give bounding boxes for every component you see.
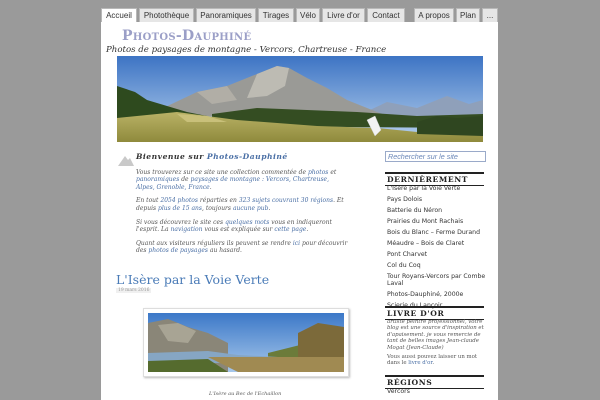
search-input[interactable]: Rechercher sur le site — [385, 151, 486, 162]
tab-velo[interactable]: Vélo — [296, 8, 320, 22]
intro-text: pour découvrir des — [136, 239, 348, 255]
intro-paragraph-4 — [136, 240, 348, 255]
mountain-icon — [118, 154, 134, 166]
intro-text: Vous trouverez sur ce site une collection commentée de — [136, 168, 307, 176]
intro-paragraph-2: En tout 2054 photos réparties en 323 sujets couvrant 30 régions. Et depuis plus de 15 ans, toujours aucune pub. — [136, 197, 344, 212]
intro-heading-link[interactable]: Photos-Dauphiné — [206, 152, 288, 161]
recent-posts-list — [387, 185, 486, 313]
intro-text: , toujours — [202, 204, 232, 212]
intro-text: En tout — [136, 197, 159, 205]
here-link[interactable]: ici — [292, 239, 301, 247]
years-link[interactable]: plus de 15 ans — [158, 204, 203, 212]
guestbook-invite-text: Vous aussi pouvez laisser un mot dans le — [387, 354, 478, 367]
intro-text: vous est expliquée sur — [204, 226, 273, 234]
post-caption: L'Isère au Bec de l'Echaillon — [209, 391, 282, 397]
photo-count-link[interactable]: 2054 photos — [160, 197, 198, 205]
subjects-link[interactable]: 323 sujets couvrant 30 régions — [238, 197, 334, 205]
intro-paragraph-1: Vous trouverez sur ce site une collection commentée de photos et panoramiques de paysages de montagne : Vercors, Chartreuse, Alpes, Grenoble, France. — [136, 168, 337, 191]
tab-contact[interactable]: Contact — [367, 8, 405, 22]
post-photo[interactable] — [143, 308, 349, 377]
recent-post-item[interactable]: Pont Charvet — [387, 250, 428, 258]
intro-text: réparties en — [199, 197, 237, 205]
intro-text: Si vous découvrez le site ces — [136, 218, 224, 226]
recent-post-item[interactable]: Scierie du Lançoir — [387, 302, 443, 310]
guestbook-invite: Vous aussi pouvez laisser un mot dans le livre d'or. — [387, 354, 478, 367]
main-nav — [101, 8, 498, 22]
tab-accueil[interactable]: Accueil — [101, 8, 137, 23]
regions-heading: RÉGIONS — [385, 375, 484, 389]
this-page-link[interactable]: cette page — [274, 226, 307, 234]
no-ads-link[interactable]: aucune pub — [232, 204, 269, 212]
intro-text: au hasard. — [209, 247, 242, 255]
tab-more[interactable]: ... — [482, 8, 498, 22]
intro-text: Quant aux visiteurs réguliers ils peuvent se rendre — [136, 239, 291, 247]
recent-post-item[interactable]: Tour Royans-Vercors par Combe Laval — [387, 272, 486, 288]
tab-phototheque[interactable]: Photothèque — [139, 8, 194, 22]
photos-link[interactable]: photos — [307, 168, 329, 176]
panoramiques-link[interactable]: panoramiques — [136, 176, 180, 184]
tab-tirages[interactable]: Tirages — [258, 8, 294, 22]
site-title[interactable]: Photos-Dauphiné — [122, 28, 252, 44]
header-banner-image — [117, 56, 483, 142]
intro-text: vous en indiqueront l'esprit. La — [136, 218, 332, 234]
tab-panoramiques[interactable]: Panoramiques — [196, 8, 256, 22]
intro-paragraph-3: Si vous découvrez le site ces quelques mots vous en indiqueront l'esprit. La navigation vous est expliquée sur cette page. — [136, 218, 332, 234]
intro-section — [136, 153, 348, 261]
tab-plan[interactable]: Plan — [456, 8, 480, 22]
page-container — [101, 22, 498, 400]
post-date: 19 mars 2016 — [118, 288, 150, 293]
recent-post-item[interactable]: Prairies du Mont Rachais — [387, 217, 464, 225]
recent-post-item[interactable]: L'Isère par la Voie Verte — [387, 185, 461, 192]
tab-a-propos[interactable]: A propos — [414, 8, 454, 22]
recent-post-item[interactable]: Méaudre – Bois de Claret — [387, 239, 465, 247]
region-item[interactable]: Vercors — [387, 388, 410, 395]
recent-post-item[interactable]: Batterie du Néron — [387, 206, 443, 214]
random-photos-link[interactable]: photos de paysages — [148, 247, 208, 255]
few-words-link[interactable]: quelques mots — [225, 218, 270, 226]
recent-post-item[interactable]: Bois du Blanc – Ferme Durand — [387, 228, 480, 236]
post-title[interactable]: L'Isère par la Voie Verte — [116, 272, 270, 287]
intro-heading-text: Bienvenue sur — [136, 152, 204, 161]
intro-text: . Et depuis — [136, 197, 344, 212]
site-tagline: Photos de paysages de montagne - Vercors, Chartreuse - France — [106, 45, 387, 55]
guestbook-section — [387, 319, 486, 367]
intro-text: de — [181, 176, 189, 184]
recent-post-item[interactable]: Col du Coq — [387, 261, 421, 269]
recent-heading: DERNIÈREMENT — [385, 172, 484, 186]
intro-heading — [136, 153, 348, 161]
intro-text: et — [330, 168, 337, 176]
guestbook-heading: LIVRE D'OR — [385, 306, 484, 320]
tab-livre-dor[interactable]: Livre d'or — [322, 8, 365, 22]
navigation-link[interactable]: navigation — [170, 226, 203, 234]
paysages-link[interactable]: paysages de montagne : Vercors, Chartreuse, Alpes, Grenoble, France — [136, 176, 330, 191]
recent-post-item[interactable]: Photos-Dauphiné, 2000e — [387, 291, 464, 299]
regions-list — [387, 388, 486, 399]
recent-post-item[interactable]: Pays Dolois — [387, 195, 423, 203]
guestbook-quote: artiste peintre professionnel, votre blog est une source d'inspiration et d'apaisement. je vous remercie de tant de belles images Jean-claude Mogat (Jean-Claude) — [387, 319, 484, 351]
guestbook-link[interactable]: livre d'or — [408, 360, 433, 367]
